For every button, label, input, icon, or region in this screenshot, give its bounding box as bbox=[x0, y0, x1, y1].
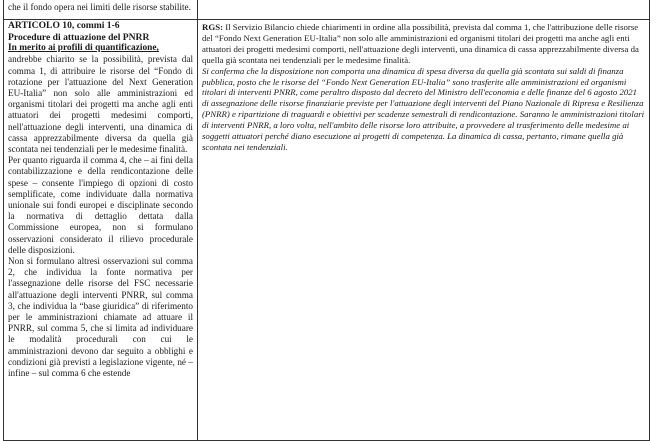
right-cell-rgs bbox=[198, 20, 650, 441]
article-paragraph-2: Per quanto riguarda il comma 4, che – ai fini della contabilizzazione e della rendicontazione delle spese – consente l'impiego di opzioni di costo semplificate, come individuate dalla normativa unionale sui fondi europei e disciplinate secondo la normativa di dettaglio dettata dalla Commissione europea, non si formulano osservazioni considerato il rilievo procedurale delle disposizioni. bbox=[8, 155, 193, 255]
rgs-label: RGS: bbox=[202, 22, 224, 32]
left-continuation-text: che il fondo opera nei limiti delle risorse stabilite. bbox=[8, 2, 191, 12]
right-cell-top bbox=[198, 0, 650, 20]
table-row bbox=[4, 0, 650, 20]
left-cell-top bbox=[4, 0, 198, 20]
rgs-request-text: Il Servizio Bilancio chiede chiarimenti in ordine alla possibilità, prevista dal comma 1, che l'attribuzione delle risorse del “Fondo Next Generation EU-Italia” non solo alle amministrazioni ed organismi titolari dei progetti ma anche agli enti attuatori dei progetti medesimi comporti, nell'attuazione degli interventi, una dinamica di cassa apprezzabilmente diversa da quella già scontata nei tendenziali per le medesime finalità. bbox=[202, 22, 639, 65]
left-cell-article bbox=[4, 20, 198, 441]
rgs-paragraph-2: Si conferma che la disposizione non comporta una dinamica di spesa diversa da quella già scontata sui saldi di finanza pubblica, posto che le risorse del “Fondo Next Generation EU-Italia” sono trasferite alle amministrazioni ed organismi titolari di interventi PNRR, come peraltro disposto dal decreto del Ministro dell'economia e delle finanze del 6 agosto 2021 di assegnazione delle risorse finanziarie previste per l'attuazione degli interventi del Piano Nazionale di Ripresa e Resilienza (PNRR) e ripartizione di traguardi e obiettivi per scadenze semestrali di rendicontazione. Saranno le amministrazioni titolari di interventi PNRR, a loro volta, nell'ambito delle risorse loro attribuite, a provvedere al trasferimento delle medesime ai soggetti attuatori perché diano esecuzione ai progetti di competenza. La dinamica di cassa, pertanto, rimane quella già scontata nei tendenziali. bbox=[202, 65, 645, 152]
quantification-label: In merito ai profili di quantificazione, bbox=[8, 43, 159, 54]
table-row bbox=[4, 20, 650, 441]
article-paragraph-1: andrebbe chiarito se la possibilità, prevista dal comma 1, di attribuire le risorse del “Fondo di rotazione per l'attuazione del Next Generation EU-Italia” non solo alle amministrazioni ed organismi titolari dei progetti ma anche agli enti attuatori dei progetti medesimi comporti, nell'attuazione degli interventi, una dinamica di cassa apprezzabilmente diversa da quella già scontata nei tendenziali per le medesime finalità. bbox=[8, 54, 193, 155]
rgs-paragraph-1 bbox=[202, 20, 645, 66]
analysis-table bbox=[3, 0, 650, 441]
article-paragraph-3: Non si formulano altresì osservazioni sul comma 2, che individua la fonte normativa per l'assegnazione delle risorse del FSC necessarie all'attuazione degli interventi PNRR, sul comma 3, che individua la “base giuridica” di riferimento per le amministrazioni chiamate ad attuare il PNRR, sul comma 5, che si limita ad individuare le modalità procedurali con cui le amministrazioni devono dar seguito a obblighi e condizioni già previsti a legislazione vigente, né – infine – sul comma 6 che estende bbox=[8, 256, 193, 379]
article-subheading: Procedure di attuazione del PNRR bbox=[8, 31, 150, 43]
article-heading: ARTICOLO 10, commi 1-6 bbox=[8, 20, 120, 31]
